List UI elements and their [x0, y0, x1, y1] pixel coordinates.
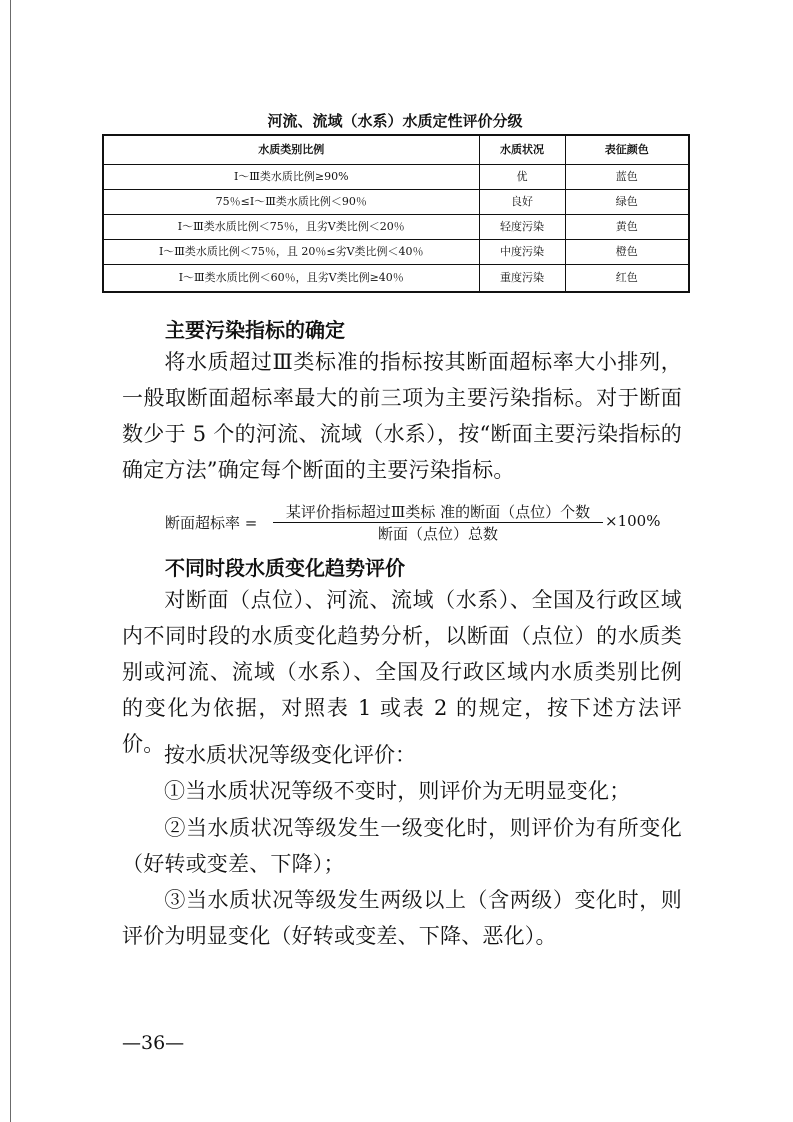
- table-cell: 蓝色: [565, 165, 689, 190]
- formula-rhs: ×100%: [605, 512, 661, 530]
- table-cell: Ⅰ～Ⅲ类水质比例≥90%: [103, 165, 479, 190]
- section-heading-trend-evaluation: 不同时段水质变化趋势评价: [165, 556, 405, 580]
- table-cell: 绿色: [565, 190, 689, 215]
- paragraph-trend-evaluation: 对断面（点位）、河流、流域（水系）、全国及行政区域内不同时段的水质变化趋势分析，以断面（点位）的水质类别或河流、流域（水系）、全国及行政区域内水质类别比例的变化为依据，对照表 1 或表 2 的规定，按下述方法评价。: [122, 588, 682, 756]
- evaluation-item-1: ①当水质状况等级不变时，则评价为无明显变化；: [164, 779, 631, 803]
- table-cell: 优: [479, 165, 565, 190]
- table-cell: 良好: [479, 190, 565, 215]
- evaluation-intro: 按水质状况等级变化评价：: [164, 743, 416, 767]
- table-cell: 中度污染: [479, 240, 565, 265]
- table-cell: 75％≤Ⅰ～Ⅲ类水质比例＜90％: [103, 190, 479, 215]
- paragraph-main-pollutants: 将水质超过Ⅲ类标准的指标按其断面超标率大小排列，一般取断面超标率最大的前三项为主要污染指标。对于断面数少于 5 个的河流、流域（水系），按“断面主要污染指标的确定方法”确定每个断面的主要污染指标。: [122, 350, 682, 482]
- exceedance-rate-formula: [165, 502, 685, 546]
- table-cell: Ⅰ～Ⅲ类水质比例＜75％，且 20％≤劣Ⅴ类比例＜40％: [103, 240, 479, 265]
- table-cell: 橙色: [565, 240, 689, 265]
- section-heading-main-pollutants: 主要污染指标的确定: [165, 318, 345, 342]
- formula-numerator: 某评价指标超过Ⅲ类标 准的断面（点位）个数: [273, 502, 603, 523]
- table-cell: Ⅰ～Ⅲ类水质比例＜75％，且劣Ⅴ类比例＜20％: [103, 215, 479, 240]
- formula-lhs: 断面超标率 =: [165, 514, 258, 532]
- table-row: [103, 190, 689, 215]
- evaluation-item-3: ③当水质状况等级发生两级以上（含两级）变化时，则评价为明显变化（好转或变差、下降、恶化）。: [122, 888, 682, 948]
- table-row: [103, 265, 689, 293]
- page-edge-line: [10, 0, 11, 1122]
- table-title: 河流、流域（水系）水质定性评价分级: [267, 112, 523, 130]
- table-row: [103, 215, 689, 240]
- table-cell: 黄色: [565, 215, 689, 240]
- water-quality-grade-table: [102, 134, 690, 293]
- page-number: —36—: [122, 1032, 185, 1054]
- table-cell: Ⅰ～Ⅲ类水质比例＜60％，且劣Ⅴ类比例≥40％: [103, 265, 479, 293]
- column-header-color: 表征颜色: [565, 135, 689, 165]
- table-row: [103, 165, 689, 190]
- table-cell: 红色: [565, 265, 689, 293]
- table-header-row: [103, 135, 689, 165]
- column-header-ratio: 水质类别比例: [103, 135, 479, 165]
- table-cell: 重度污染: [479, 265, 565, 293]
- formula-denominator: 断面（点位）总数: [377, 525, 498, 543]
- table-row: [103, 240, 689, 265]
- evaluation-item-2: ②当水质状况等级发生一级变化时，则评价为有所变化（好转或变差、下降）；: [122, 816, 682, 876]
- column-header-status: 水质状况: [479, 135, 565, 165]
- table-cell: 轻度污染: [479, 215, 565, 240]
- formula-fraction: [273, 502, 603, 545]
